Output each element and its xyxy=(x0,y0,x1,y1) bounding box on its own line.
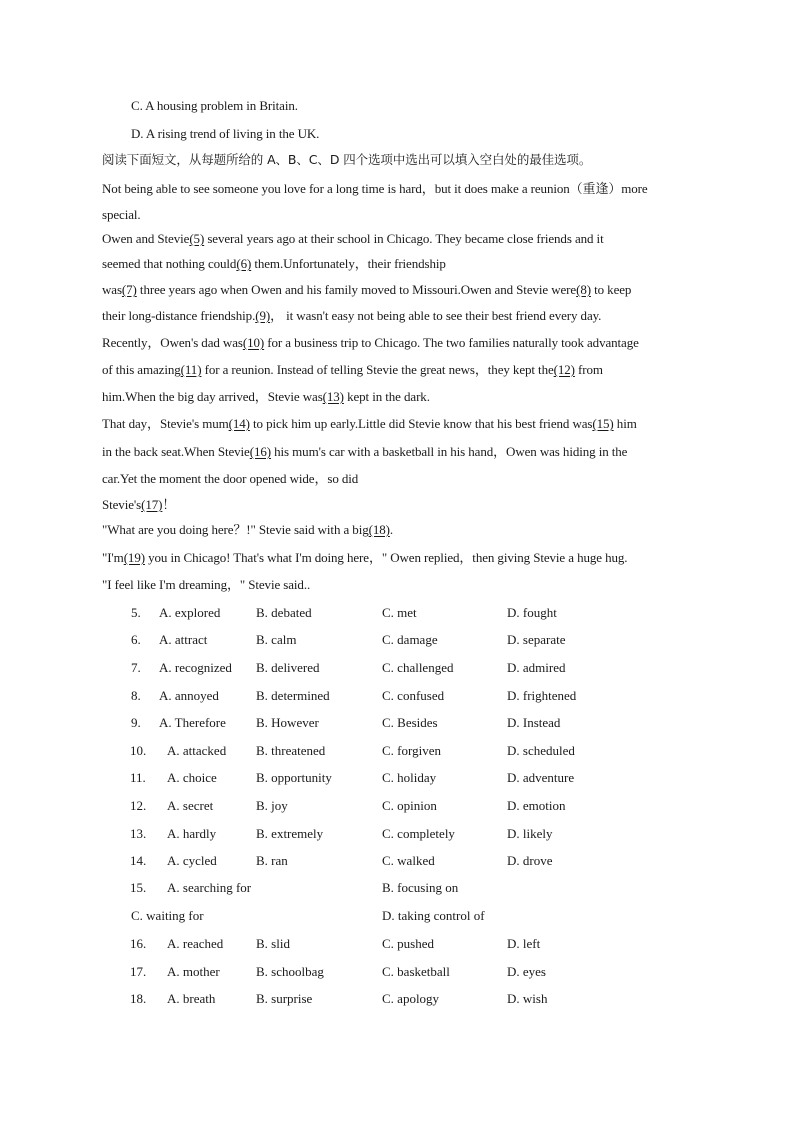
option-c: C. confused xyxy=(382,688,445,703)
question-number: 9. xyxy=(131,715,141,730)
blank-marker: (15) xyxy=(592,416,614,431)
option-d: D. left xyxy=(507,936,541,951)
option-b: B. surprise xyxy=(256,991,313,1006)
option-a: A. Therefore xyxy=(159,715,226,730)
passage-text: was xyxy=(102,282,122,297)
option-a: A. choice xyxy=(167,770,217,785)
passage-text: car.Yet the moment the door opened wide，so did xyxy=(102,471,359,486)
passage-text: to pick him up early.Little did Stevie know that his best friend was xyxy=(249,416,593,431)
option-b: B. However xyxy=(256,715,319,730)
passage-text: "I'm xyxy=(102,550,124,565)
option-a: A. reached xyxy=(167,936,224,951)
passage-text: their long-distance friendship. xyxy=(102,308,256,323)
option-d: D. Instead xyxy=(507,715,561,730)
option-b: B. extremely xyxy=(256,826,324,841)
option-c: C. basketball xyxy=(382,964,450,979)
passage-line xyxy=(102,307,702,325)
passage-text: from xyxy=(574,362,603,377)
question-number: 7. xyxy=(131,660,141,675)
passage-text: Recently，Owen's dad was xyxy=(102,335,243,350)
section-instructions: 阅读下面短文，从每题所给的 A、B、C、D 四个选项中选出可以填入空白处的最佳选项。 xyxy=(102,152,592,167)
passage-text: Owen and Stevie xyxy=(102,231,190,246)
option-d: D. taking control of xyxy=(382,908,485,923)
option-c: C. damage xyxy=(382,632,438,647)
option-c: C. apology xyxy=(382,991,440,1006)
prev-option-c: C. A housing problem in Britain. xyxy=(131,98,298,113)
passage-text: for a reunion. Instead of telling Stevie the great news，they kept the xyxy=(201,362,554,377)
question-number: 12. xyxy=(130,798,147,813)
passage-line xyxy=(102,281,702,299)
passage-text: kept in the dark. xyxy=(343,389,430,404)
passage-text: seemed that nothing could xyxy=(102,256,237,271)
option-c: C. met xyxy=(382,605,417,620)
passage-line xyxy=(102,576,702,594)
option-b: B. slid xyxy=(256,936,290,951)
option-a: A. secret xyxy=(167,798,214,813)
passage-line xyxy=(102,334,702,352)
option-c: C. Besides xyxy=(382,715,438,730)
question-number: 16. xyxy=(130,936,147,951)
passage-line xyxy=(102,255,702,273)
passage-text: to keep xyxy=(590,282,632,297)
passage-line xyxy=(102,549,702,567)
option-a: A. attract xyxy=(159,632,208,647)
option-d: D. likely xyxy=(507,826,553,841)
blank-marker: (14) xyxy=(228,416,250,431)
option-d: D. eyes xyxy=(507,964,546,979)
option-c: C. challenged xyxy=(382,660,454,675)
option-c: C. opinion xyxy=(382,798,437,813)
passage-text: in the back seat.When Stevie xyxy=(102,444,250,459)
passage-line xyxy=(102,206,702,224)
passage-text: special. xyxy=(102,207,141,222)
option-b: B. debated xyxy=(256,605,312,620)
passage-line xyxy=(102,496,702,514)
option-d: D. drove xyxy=(507,853,553,868)
passage-text: "What are you doing here？!" Stevie said with a big xyxy=(102,522,369,537)
option-d: D. fought xyxy=(507,605,557,620)
question-number: 13. xyxy=(130,826,147,841)
passage-text: three years ago when Owen and his family moved to Missouri.Owen and Stevie were xyxy=(136,282,577,297)
blank-marker: (6) xyxy=(236,256,252,271)
option-a: A. annoyed xyxy=(159,688,219,703)
passage-line xyxy=(102,230,702,248)
passage-text: Not being able to see someone you love for a long time is hard，but it does make a reunion（重逢）more xyxy=(102,181,648,196)
option-a: A. recognized xyxy=(159,660,232,675)
option-c: C. completely xyxy=(382,826,455,841)
blank-marker: (18) xyxy=(368,522,390,537)
blank-marker: (17) xyxy=(141,497,163,512)
blank-marker: (10) xyxy=(242,335,265,350)
option-b: B. determined xyxy=(256,688,330,703)
passage-text: Stevie's xyxy=(102,497,142,512)
passage-line xyxy=(102,521,702,539)
question-number: 14. xyxy=(130,853,147,868)
passage-line xyxy=(102,443,702,461)
option-b: B. joy xyxy=(256,798,288,813)
option-c: B. focusing on xyxy=(382,880,459,895)
passage-text: of this amazing xyxy=(102,362,181,377)
question-number: 8. xyxy=(131,688,141,703)
option-c: C. pushed xyxy=(382,936,434,951)
option-c: C. holiday xyxy=(382,770,437,785)
passage-text: you in Chicago! That's what I'm doing here，" Owen replied，then giving Stevie a huge hug. xyxy=(144,550,628,565)
question-number: 6. xyxy=(131,632,141,647)
passage-text: him xyxy=(613,416,637,431)
option-a: A. breath xyxy=(167,991,216,1006)
blank-marker: (5) xyxy=(189,231,205,246)
option-b: B. opportunity xyxy=(256,770,332,785)
blank-marker: (9) xyxy=(255,308,271,323)
passage-line xyxy=(102,415,702,433)
passage-line xyxy=(102,470,702,488)
option-c: C. waiting for xyxy=(131,908,204,923)
passage-line xyxy=(102,361,702,379)
option-a: A. hardly xyxy=(167,826,217,841)
option-b: B. ran xyxy=(256,853,288,868)
option-d: D. wish xyxy=(507,991,548,1006)
option-a: A. explored xyxy=(159,605,221,620)
option-b: B. delivered xyxy=(256,660,320,675)
passage-text: them.Unfortunately，their friendship xyxy=(251,256,446,271)
option-c: C. walked xyxy=(382,853,435,868)
passage-text: him.When the big day arrived，Stevie was xyxy=(102,389,323,404)
question-number: 5. xyxy=(131,605,141,620)
option-d: D. scheduled xyxy=(507,743,575,758)
passage-line xyxy=(102,180,702,198)
blank-marker: (16) xyxy=(249,444,271,459)
question-number: 18. xyxy=(130,991,147,1006)
blank-marker: (8) xyxy=(576,282,591,297)
question-number: 15. xyxy=(130,880,147,895)
passage-text: ， it wasn't easy not being able to see their best friend every day. xyxy=(270,308,602,323)
blank-marker: (13) xyxy=(322,389,344,404)
question-number: 11. xyxy=(130,770,146,785)
option-a: A. cycled xyxy=(167,853,217,868)
blank-marker: (7) xyxy=(121,282,137,297)
option-d: D. emotion xyxy=(507,798,566,813)
question-number: 10. xyxy=(130,743,147,758)
option-b: B. threatened xyxy=(256,743,326,758)
option-a: A. attacked xyxy=(167,743,227,758)
blank-marker: (12) xyxy=(553,362,575,377)
question-number: 17. xyxy=(130,964,147,979)
passage-text: . xyxy=(389,522,394,537)
option-d: D. separate xyxy=(507,632,566,647)
option-b: B. schoolbag xyxy=(256,964,324,979)
passage-text: That day，Stevie's mum xyxy=(102,416,229,431)
passage-text: for a business trip to Chicago. The two families naturally took advantage xyxy=(264,335,639,350)
passage-text: "I feel like I'm dreaming，" Stevie said.. xyxy=(102,577,311,592)
option-b: B. calm xyxy=(256,632,297,647)
passage-text: several years ago at their school in Chicago. They became close friends and it xyxy=(204,231,604,246)
blank-marker: (19) xyxy=(123,550,145,565)
passage-line xyxy=(102,388,702,406)
option-c: C. forgiven xyxy=(382,743,441,758)
option-a: A. mother xyxy=(167,964,220,979)
passage-text: ！ xyxy=(162,497,176,512)
blank-marker: (11) xyxy=(180,362,202,377)
option-d: D. frightened xyxy=(507,688,577,703)
passage-text: his mum's car with a basketball in his hand，Owen was hiding in the xyxy=(271,444,628,459)
prev-option-d: D. A rising trend of living in the UK. xyxy=(131,126,320,141)
option-d: D. adventure xyxy=(507,770,575,785)
option-d: D. admired xyxy=(507,660,566,675)
option-a: A. searching for xyxy=(167,880,252,895)
